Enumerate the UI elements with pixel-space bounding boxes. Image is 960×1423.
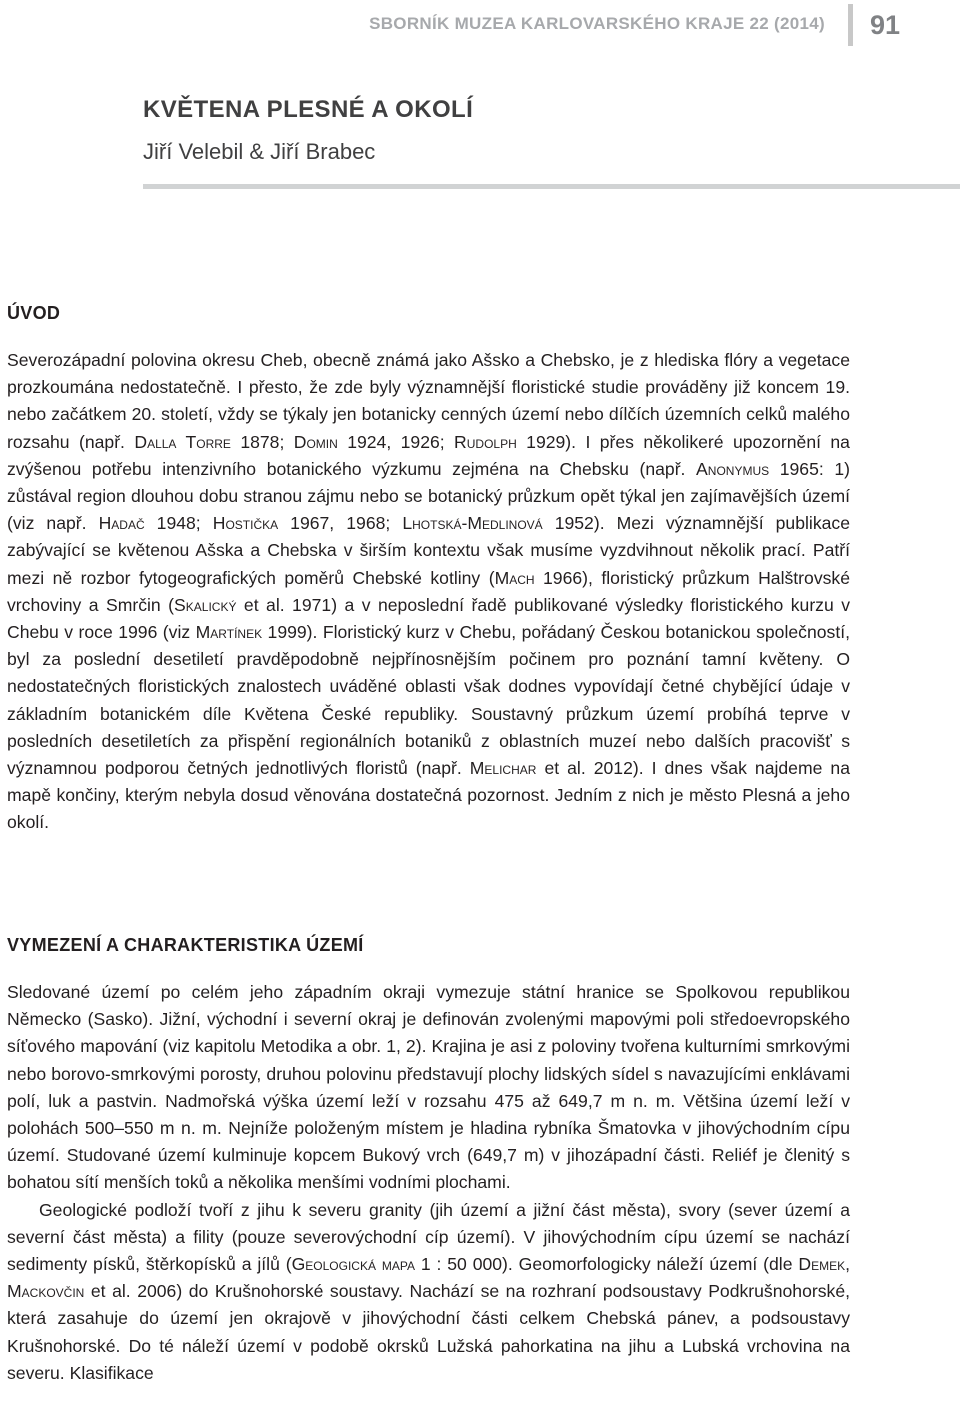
- text-run: 1952). Mezi významnější publikace zabývající se květenou Ašska a Chebska v širším kontextu však musíme vyzdvihnout několik prací. Patří mezi ně rozbor fytogeografických poměrů Chebské kotliny (: [7, 513, 850, 588]
- title-divider: [143, 184, 960, 189]
- paragraph: [7, 979, 850, 1197]
- article-authors: Jiří Velebil & Jiří Brabec: [143, 139, 376, 164]
- article-title: KVĚTENA PLESNÉ A OKOLÍ: [143, 96, 474, 123]
- citation-author: Mach: [494, 567, 535, 588]
- paragraph: [7, 1197, 850, 1387]
- text-run: et al. 1971) a v neposlední řadě publikované výsledky floristického kurzu v Chebu v roce 1996 (viz: [7, 594, 851, 643]
- text-run: et al. 2006) do Krušnohorské soustavy. Nachází se na rozhraní podsoustavy Podkrušnohorské, která zasahuje do území jen okrajově v jihovýchodní části celkem Chebská pánev, a podsoustavy Krušnohorské. Do té náleží území v podobě okrsků Lužská pahorkatina na jihu a Lubská vrchovina na severu. Klasifikace: [7, 1281, 850, 1383]
- citation-author: Hadač: [98, 513, 145, 534]
- citation-author: Hostička: [212, 513, 279, 534]
- text-run: 1924, 1926;: [337, 431, 455, 452]
- citation-author: Domin: [293, 431, 338, 452]
- header-divider: [848, 4, 853, 46]
- text-run: et al. 2012). I dnes však najdeme na mapě končiny, kterým nebyla dosud věnována dostatečná pozornost. Jedním z nich je město Plesná a jeho okolí.: [7, 758, 850, 833]
- text-run: 1 : 50 000). Geomorfologicky náleží území (dle: [414, 1254, 799, 1275]
- citation-author: Demek: [798, 1254, 846, 1275]
- text-run: Severozápadní polovina okresu Cheb, obecně známá jako Ašsko a Chebsko, je z hlediska flóry a vegetace prozkoumána nedostatečně. I přesto, že zde byly významnější floristické studie prováděny již koncem 19. nebo začátkem 20. století, vždy se týkaly jen botanicky cenných území nebo dílčích územních celků malého rozsahu (např.: [7, 350, 850, 452]
- citation-author: Lhotská-Medlinová: [402, 513, 543, 534]
- section-heading-territory: VYMEZENÍ A CHARAKTERISTIKA ÚZEMÍ: [7, 935, 364, 955]
- text-run: 1966), floristický průzkum Halštrovské vrchoviny a Smrčin (: [7, 567, 850, 615]
- text-run: 1929). I přes několikeré upozornění na zvýšenou potřebu intenzivního botanického výzkumu zejména na Chebsku (např.: [7, 431, 850, 479]
- citation-author: Mackovčin: [7, 1281, 85, 1302]
- section-body-territory: [7, 979, 850, 1387]
- citation-author: Skalický: [174, 594, 237, 615]
- citation-author: Martínek: [195, 622, 263, 643]
- citation-author: Rudolph: [454, 431, 517, 452]
- citation-author: Melichar: [469, 758, 537, 779]
- citation-author: Dalla Torre: [134, 431, 231, 452]
- text-run: ,: [845, 1254, 850, 1275]
- text-run: 1967, 1968;: [278, 513, 403, 534]
- text-run: Sledované území po celém jeho západním okraji vymezuje státní hranice se Spolkovou republikou Německo (Sasko). Jižní, východní i severní okraj je definován zvolenými mapovými poli středoevropského síťového mapování (viz kapitolu Metodika a obr. 1, 2). Krajina je asi z poloviny tvořena kulturními smrkovými nebo borovo-smrkovými porosty, druhou polovinu představují plochy lidských sídel s navazujícími enklávami polí, luk a pastvin. Nadmořská výška území leží v rozsahu 475 až 649,7 m n. m. Většina území leží v polohách 500–550 m n. m. Nejníže položeným místem je hladina rybníka Šmatovka v jihovýchodním cípu území. Studované území kulminuje kopcem Bukový vrch (649,7 m) v jihozápadní části. Reliéf je členitý s bohatou sítí menších toků a několika menšími vodními plochami.: [7, 982, 850, 1193]
- section-body-introduction: [7, 347, 850, 837]
- section-heading-introduction: ÚVOD: [7, 303, 61, 323]
- citation-author: Anonymus: [696, 458, 770, 479]
- text-run: 1965: 1) zůstával region dlouhou dobu stranou zájmu nebo se botanický průzkum opět týkal jen zajímavějších území (viz např.: [7, 458, 850, 534]
- page-number: 91: [870, 10, 901, 40]
- running-head: SBORNÍK MUZEA KARLOVARSKÉHO KRAJE 22 (2014): [369, 14, 825, 33]
- text-run: 1878;: [230, 431, 294, 452]
- text-run: 1948;: [144, 513, 213, 534]
- citation-author: Geologická mapa: [291, 1254, 415, 1275]
- paragraph: [7, 347, 850, 837]
- text-run: 1999). Floristický kurz v Chebu, pořádaný Českou botanickou společností, byl za poslední desetiletí pravděpodobně nejpřínosnějším počinem pro poznání tamní květeny. O nedostatečných floristických znalostech uváděné oblasti však dodnes vypovídají četné chybějící údaje v základním botanickém díle Květena České republiky. Soustavný průzkum území probíhá teprve v posledních desetiletích za přispění regionálních botaniků z oblastních muzeí nebo dalších pracovišť s významnou podporou četných jednotlivých floristů (např.: [7, 622, 850, 779]
- text-run: Geologické podloží tvoří z jihu k severu granity (jih území a jižní část města), svory (sever území a severní část města) a fility (pouze severovýchodní cíp území). V jihovýchodním cípu území se nachází sedimenty písků, štěrkopísků a jílů (: [7, 1199, 850, 1275]
